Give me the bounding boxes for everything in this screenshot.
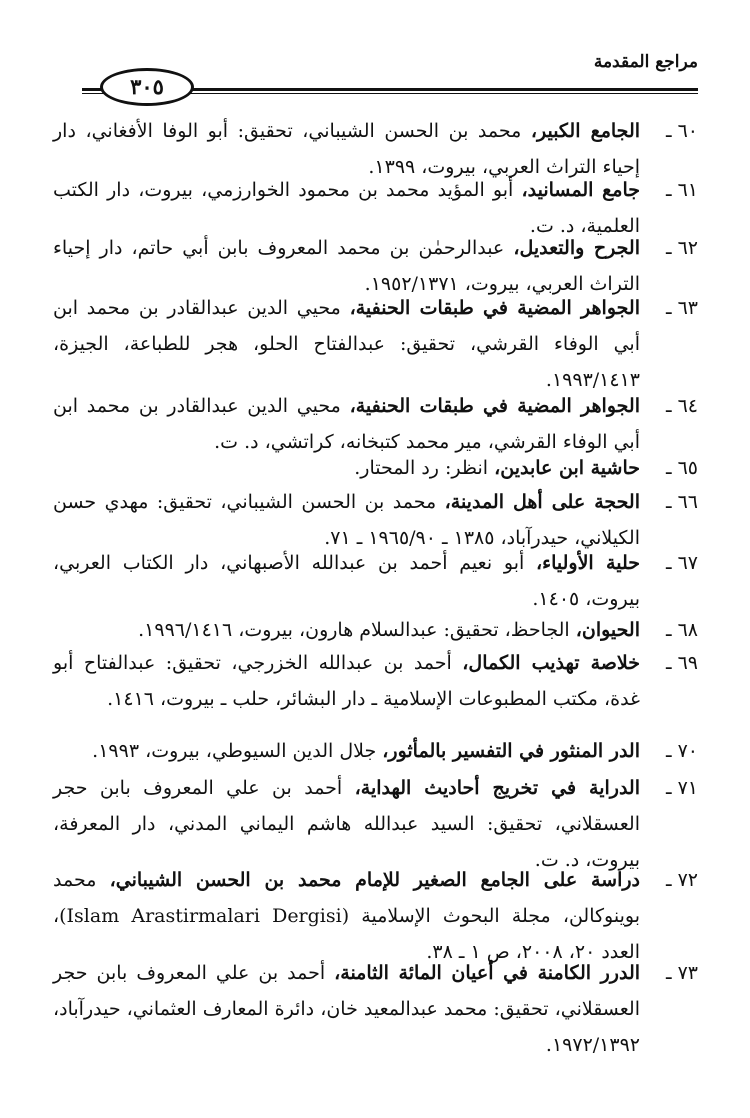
entry-body [53, 450, 640, 486]
entry-number: ٦٤ ـ [665, 395, 698, 417]
entry-number: ٦٥ ـ [665, 457, 698, 479]
bibliography-entry [53, 290, 698, 398]
entry-body [53, 290, 640, 398]
entry-text: أحمد بن علي المعروف بابن حجر العسقلاني، تحقيق: السيد عبدالله هاشم اليماني المدني، دار المعرفة، بيروت، د. ت. [53, 777, 640, 871]
entry-text: جلال الدين السيوطي، بيروت، ١٩٩٣. [92, 740, 383, 762]
entry-text: الجاحظ، تحقيق: عبدالسلام هارون، بيروت، ١٩٩٦/١٤١٦. [138, 619, 576, 641]
entry-title: الحجة على أهل المدينة، [444, 491, 640, 513]
bibliography-entry [53, 612, 698, 648]
entry-title: جامع المسانيد، [521, 179, 640, 201]
bibliography-entry [53, 545, 698, 617]
entry-text: محيي الدين عبدالقادر بن محمد ابن أبي الوفاء القرشي، مير محمد كتبخانه، كراتشي، د. ت. [53, 395, 640, 453]
entry-text: محمد بوينوكالن، مجلة البحوث الإسلامية (Islam Arastirmalari Dergisi)، العدد ٢٠، ٢٠٠٨، ص ١ ـ ٣٨. [53, 869, 641, 963]
entry-body [53, 955, 640, 1063]
entry-title: حلية الأولياء، [536, 552, 640, 574]
entry-number: ٦٣ ـ [665, 297, 698, 319]
entry-number: ٦٦ ـ [665, 491, 698, 513]
entry-body [53, 733, 640, 769]
entry-body [53, 612, 640, 648]
entry-text: أحمد بن عبدالله الخزرجي، تحقيق: عبدالفتاح أبو غدة، مكتب المطبوعات الإسلامية ـ دار البشائر، حلب ـ بيروت، ١٤١٦. [53, 652, 640, 710]
entry-text: عبدالرحمٰن بن محمد المعروف بابن أبي حاتم، دار إحياء التراث العربي، بيروت، ١٩٥٢/١٣٧١. [53, 237, 640, 295]
entry-title: دراسة على الجامع الصغير للإمام محمد بن الحسن الشيباني، [109, 869, 640, 891]
entry-text: محمد بن الحسن الشيباني، تحقيق: مهدي حسن الكيلاني، حيدرآباد، ١٣٨٥ ـ ١٩٦٥/٩٠ ـ ٧١. [53, 491, 640, 549]
entry-title: الجرح والتعديل، [513, 237, 640, 259]
entry-number: ٧٠ ـ [665, 740, 698, 762]
bibliography-entry [53, 450, 698, 486]
running-head: مراجع المقدمة [593, 52, 698, 72]
entry-title: الدرر الكامنة في أعيان المائة الثامنة، [334, 962, 641, 984]
entry-text: محمد بن الحسن الشيباني، تحقيق: أبو الوفا الأفغاني، دار إحياء التراث العربي، بيروت، ١٣٩٩. [53, 120, 640, 178]
page-number: ٣٠٥ [100, 68, 194, 106]
entry-number: ٧٢ ـ [665, 869, 698, 891]
entry-body [53, 645, 640, 717]
entry-text: محيي الدين عبدالقادر بن محمد ابن أبي الوفاء القرشي، تحقيق: عبدالفتاح الحلو، هجر للطباعة، الجيزة، ١٩٩٣/١٤١٣. [53, 297, 640, 391]
entry-text: أبو المؤيد محمد بن محمود الخوارزمي، بيروت، دار الكتب العلمية، د. ت. [53, 179, 640, 237]
entry-number: ٧٣ ـ [665, 962, 698, 984]
entry-title: حاشية ابن عابدين، [494, 457, 640, 479]
entry-title: الجامع الكبير، [530, 120, 641, 142]
bibliography-entry [53, 733, 698, 769]
entry-title: الجواهر المضية في طبقات الحنفية، [349, 297, 640, 319]
entry-number: ٦٢ ـ [665, 237, 698, 259]
entry-number: ٦٠ ـ [665, 120, 698, 142]
entry-number: ٧١ ـ [665, 777, 698, 799]
entry-text: أبو نعيم أحمد بن عبدالله الأصبهاني، دار الكتاب العربي، بيروت، ١٤٠٥. [53, 552, 640, 610]
entry-title: الدراية في تخريج أحاديث الهداية، [354, 777, 640, 799]
bibliography-entry [53, 955, 698, 1063]
entry-title: الحيوان، [575, 619, 640, 641]
entry-title: الدر المنثور في التفسير بالمأثور، [382, 740, 640, 762]
entry-number: ٦٧ ـ [665, 552, 698, 574]
entry-number: ٦١ ـ [665, 179, 698, 201]
entry-text: انظر: رد المحتار. [354, 457, 495, 479]
entry-title: خلاصة تهذيب الكمال، [462, 652, 640, 674]
entry-title: الجواهر المضية في طبقات الحنفية، [349, 395, 640, 417]
bibliography-entry [53, 862, 698, 970]
entry-body [53, 545, 640, 617]
entry-text: أحمد بن علي المعروف بابن حجر العسقلاني، تحقيق: محمد عبدالمعيد خان، دائرة المعارف العثماني، حيدرآباد، ١٩٧٢/١٣٩٢. [53, 962, 640, 1056]
entry-body [53, 862, 640, 970]
entry-number: ٦٨ ـ [665, 619, 698, 641]
entry-number: ٦٩ ـ [665, 652, 698, 674]
